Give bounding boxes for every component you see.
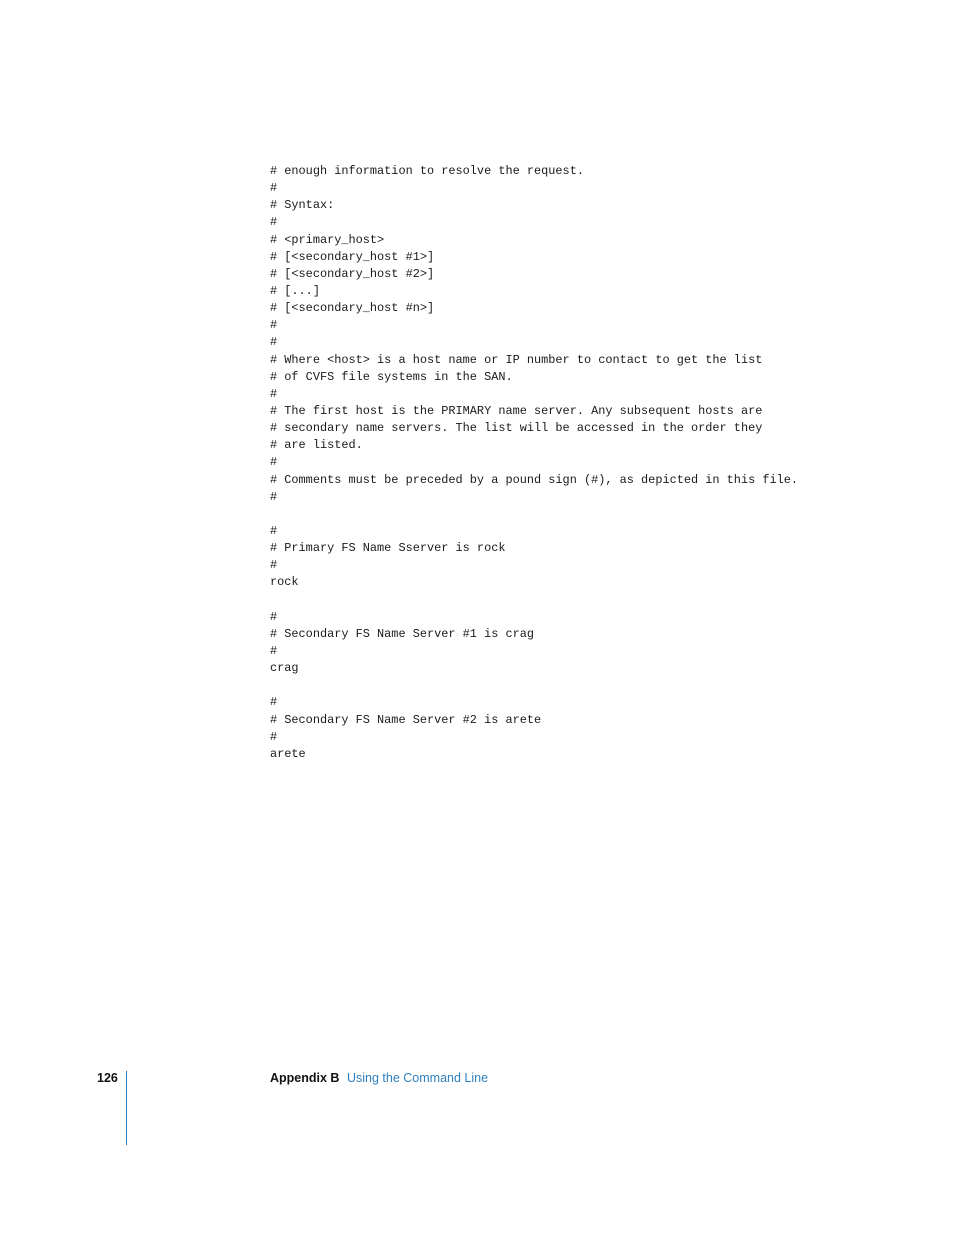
code-line: # <primary_host> [270,232,385,247]
code-line [270,506,798,523]
code-line: # enough information to resolve the request. [270,164,584,178]
code-line: # [270,729,278,744]
code-line: # Secondary FS Name Server #2 is arete [270,712,542,727]
code-line: # secondary name servers. The list will be accessed in the order they [270,421,763,436]
code-line: # [270,523,278,538]
code-line: # [270,558,278,573]
margin-rule [126,1071,127,1145]
code-line: # [<secondary_host #2>] [270,266,435,281]
code-line: # Comments must be preceded by a pound sign (#), as depicted in this file. [270,472,799,487]
code-line: # [270,695,278,710]
code-line: # Where <host> is a host name or IP number to contact to get the list [270,352,763,367]
code-line: # [270,609,278,624]
code-line: # Secondary FS Name Server #1 is crag [270,626,535,641]
code-line: crag [270,661,299,676]
code-line: # [<secondary_host #n>] [270,301,435,316]
code-line: # of CVFS file systems in the SAN. [270,369,513,384]
code-line: # Primary FS Name Sserver is rock [270,541,506,556]
footer-section-label: Appendix B [270,1071,340,1085]
code-line: # [<secondary_host #1>] [270,249,435,264]
code-line: rock [270,575,299,590]
footer-chapter-title: Using the Command Line [347,1071,489,1085]
code-line: # [...] [270,283,320,298]
config-file-listing [270,163,798,763]
code-line: # [270,386,278,401]
code-line: # [270,318,278,333]
code-line: # [270,335,278,350]
code-line: # are listed. [270,438,363,453]
code-line [270,592,798,609]
code-line: # Syntax: [270,198,335,213]
code-line [270,677,798,694]
code-line: # [270,489,278,504]
page-number: 126 [97,1071,118,1085]
code-line: # The first host is the PRIMARY name server. Any subsequent hosts are [270,403,763,418]
code-line: # [270,215,278,230]
code-line: # [270,181,278,196]
code-line: # [270,455,278,470]
code-line: arete [270,746,306,761]
code-line: # [270,643,278,658]
